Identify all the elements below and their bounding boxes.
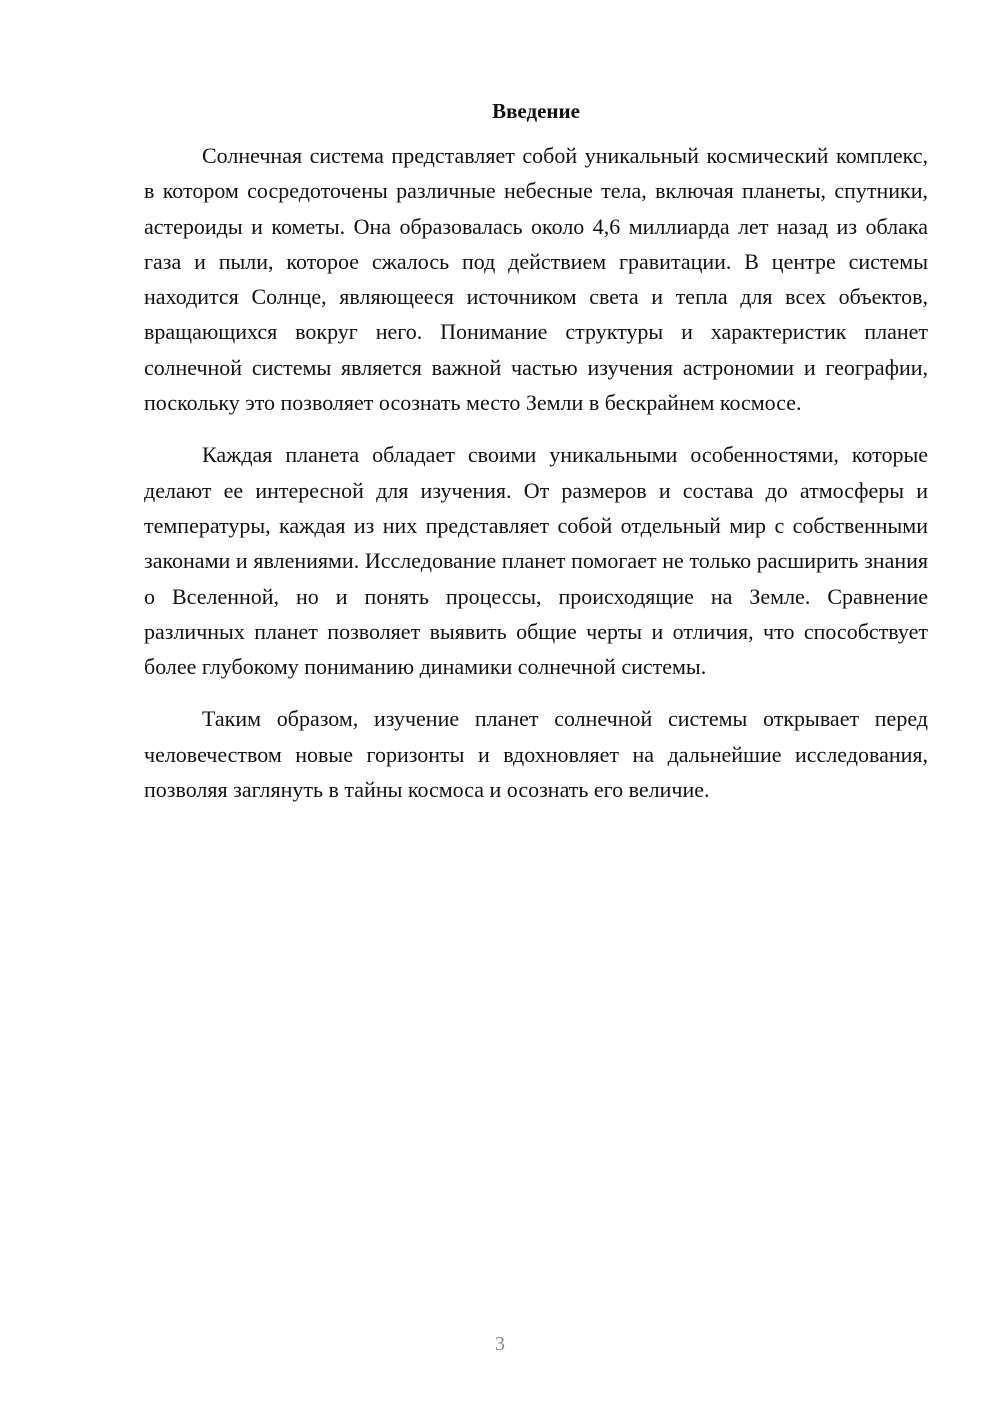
paragraph-3: Таким образом, изучение планет солнечной системы открывает перед человечеством новые горизонты и вдохновляет на дальнейшие исследования, позволяя заглянуть в тайны космоса и осознать его величие. [144,706,928,803]
page-number: 3 [495,1333,505,1355]
page-content [144,96,928,824]
paragraph-2: Каждая планета обладает своими уникальными особенностями, которые делают ее интересной для изучения. От размеров и состава до атмосферы и температуры, каждая из них представляет собой отдельный мир с собственными законами и явлениями. Исследование планет помогает не только расширить знания о Вселенной, но и понять процессы, происходящие на Земле. Сравнение различных планет позволяет выявить общие черты и отличия, что способствует более глубокому пониманию динамики солнечной системы. [144,442,928,680]
paragraph-1: Солнечная система представляет собой уникальный космический комплекс, в котором сосредоточены различные небесные тела, включая планеты, спутники, астероиды и кометы. Она образовалась около 4,6 миллиарда лет назад из облака газа и пыли, которое сжалось под действием гравитации. В центре системы находится Солнце, являющееся источником света и тепла для всех объектов, вращающихся вокруг него. Понимание структуры и характеристик планет солнечной системы является важной частью изучения астрономии и географии, поскольку это позволяет осознать место Земли в бескрайнем космосе. [144,143,928,416]
section-heading: Введение [492,99,580,123]
